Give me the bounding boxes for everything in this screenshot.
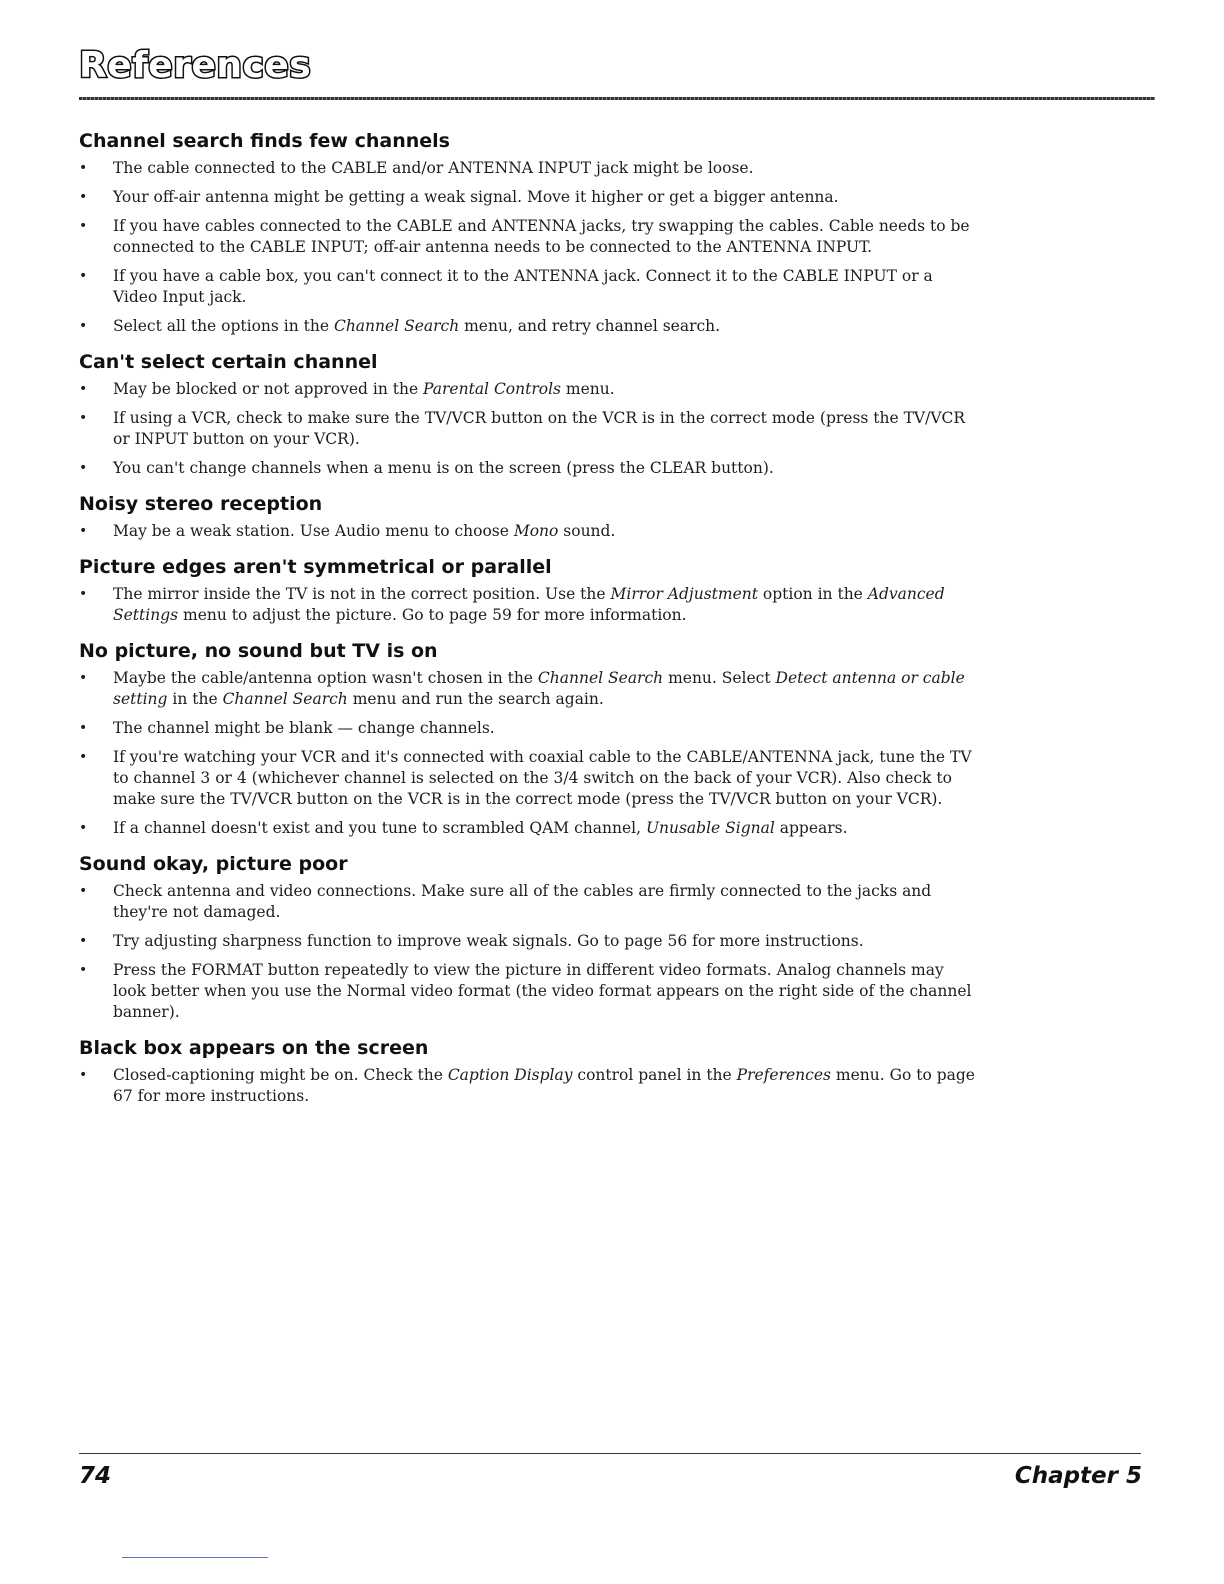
section [79, 642, 979, 855]
bullet-text: The channel might be blank — change channels. [113, 719, 495, 737]
bullet-text: in the [167, 690, 223, 708]
bullet-list [79, 881, 979, 1023]
section-heading: Channel search finds few channels [79, 130, 450, 152]
bullet-text: menu and run the search again. [347, 690, 604, 708]
bullet-text: May be a weak station. Use Audio menu to choose [113, 522, 514, 540]
menu-reference: Channel Search [222, 690, 348, 708]
bullet-item [79, 187, 979, 208]
bullet-text: If you have a cable box, you can't connect it to the ANTENNA jack. Connect it to the CABLE INPUT or a Video Input jack. [113, 267, 933, 306]
bullet-item [79, 316, 979, 337]
footer-rule [79, 1453, 1141, 1454]
bullet-text: sound. [558, 522, 616, 540]
section-heading: Sound okay, picture poor [79, 853, 348, 875]
bullet-list [79, 584, 979, 626]
section-heading: Picture edges aren't symmetrical or parallel [79, 556, 552, 578]
bullet-text: Select all the options in the [113, 317, 334, 335]
bullet-text: menu. [561, 380, 615, 398]
menu-reference: Parental Controls [423, 380, 561, 398]
menu-reference: Mono [513, 522, 559, 540]
bullet-text: appears. [774, 819, 848, 837]
menu-reference: Caption Display [447, 1066, 573, 1084]
bullet-item [79, 216, 979, 258]
section-heading: Black box appears on the screen [79, 1037, 429, 1059]
bullet-text: menu. Go to page 67 for more instructions. [113, 1066, 975, 1105]
bullet-text: Maybe the cable/antenna option wasn't chosen in the [113, 669, 538, 687]
menu-reference: Channel Search [333, 317, 460, 335]
section [79, 495, 979, 558]
header-rule [79, 97, 1155, 100]
page-number: 74 [79, 1463, 112, 1489]
section [79, 1039, 979, 1123]
menu-reference: Advanced Settings [113, 585, 945, 624]
section [79, 353, 979, 495]
section [79, 132, 979, 353]
bullet-text: option in the [757, 585, 868, 603]
bullet-text: You can't change channels when a menu is on the screen (press the CLEAR button). [113, 459, 774, 477]
section-heading: No picture, no sound but TV is on [79, 640, 438, 662]
bullet-item [79, 818, 979, 839]
bullet-item [79, 379, 979, 400]
bullet-text: The cable connected to the CABLE and/or ANTENNA INPUT jack might be loose. [113, 159, 754, 177]
bullet-item [79, 1065, 979, 1107]
bullet-item [79, 718, 979, 739]
bullet-list [79, 521, 979, 542]
bullet-list [79, 379, 979, 479]
section [79, 558, 979, 642]
bullet-text: The mirror inside the TV is not in the correct position. Use the [113, 585, 611, 603]
menu-reference: Mirror Adjustment [610, 585, 758, 603]
menu-reference: Preferences [736, 1066, 831, 1084]
chapter-label: Chapter 5 [1014, 1463, 1142, 1489]
section-heading: Noisy stereo reception [79, 493, 323, 515]
bullet-text: Your off-air antenna might be getting a weak signal. Move it higher or get a bigger antenna. [113, 188, 839, 206]
bullet-item [79, 881, 979, 923]
bullet-text: menu to adjust the picture. Go to page 59 for more information. [178, 606, 687, 624]
bullet-text: If using a VCR, check to make sure the TV/VCR button on the VCR is in the correct mode (press the TV/VCR or INPUT button on your VCR). [113, 409, 966, 448]
bullet-text: If a channel doesn't exist and you tune to scrambled QAM channel, [113, 819, 646, 837]
bullet-item [79, 931, 979, 952]
section [79, 855, 979, 1039]
bullet-item [79, 158, 979, 179]
bullet-list [79, 158, 979, 337]
section-heading: Can't select certain channel [79, 351, 378, 373]
menu-reference: Detect antenna or cable setting [113, 669, 965, 708]
bullet-item [79, 458, 979, 479]
page-title: References [79, 45, 312, 86]
bullet-text: Try adjusting sharpness function to improve weak signals. Go to page 56 for more instructions. [113, 932, 864, 950]
bottom-mark [122, 1557, 268, 1558]
bullet-item [79, 521, 979, 542]
bullet-text: If you have cables connected to the CABLE and ANTENNA jacks, try swapping the cables. Cable needs to be connected to the CABLE INPUT; off-air antenna needs to be connected to the ANTENNA INPUT. [113, 217, 970, 256]
menu-reference: Channel Search [537, 669, 664, 687]
bullet-text: If you're watching your VCR and it's connected with coaxial cable to the CABLE/ANTENNA jack, tune the TV to channel 3 or 4 (whichever channel is selected on the 3/4 switch on the back of your VCR). Also check to make sure the TV/VCR button on the VCR is in the correct mode (press the TV/VCR button on your VCR). [113, 748, 972, 808]
bullet-text: Check antenna and video connections. Make sure all of the cables are firmly connected to the jacks and they're not damaged. [113, 882, 932, 921]
bullet-text: menu, and retry channel search. [459, 317, 721, 335]
bullet-item [79, 747, 979, 810]
bullet-item [79, 408, 979, 450]
bullet-item [79, 668, 979, 710]
bullet-item [79, 266, 979, 308]
bullet-text: Closed-captioning might be on. Check the [113, 1066, 448, 1084]
bullet-text: menu. Select [663, 669, 776, 687]
troubleshooting-content [79, 132, 979, 1123]
bullet-list [79, 668, 979, 839]
bullet-text: control panel in the [572, 1066, 737, 1084]
bullet-item [79, 960, 979, 1023]
bullet-list [79, 1065, 979, 1107]
bullet-text: Press the FORMAT button repeatedly to view the picture in different video formats. Analog channels may look better when you use the Normal video format (the video format appears on the right side of the channel banner). [113, 961, 972, 1021]
menu-reference: Unusable Signal [645, 819, 775, 837]
bullet-text: May be blocked or not approved in the [113, 380, 424, 398]
bullet-item [79, 584, 979, 626]
